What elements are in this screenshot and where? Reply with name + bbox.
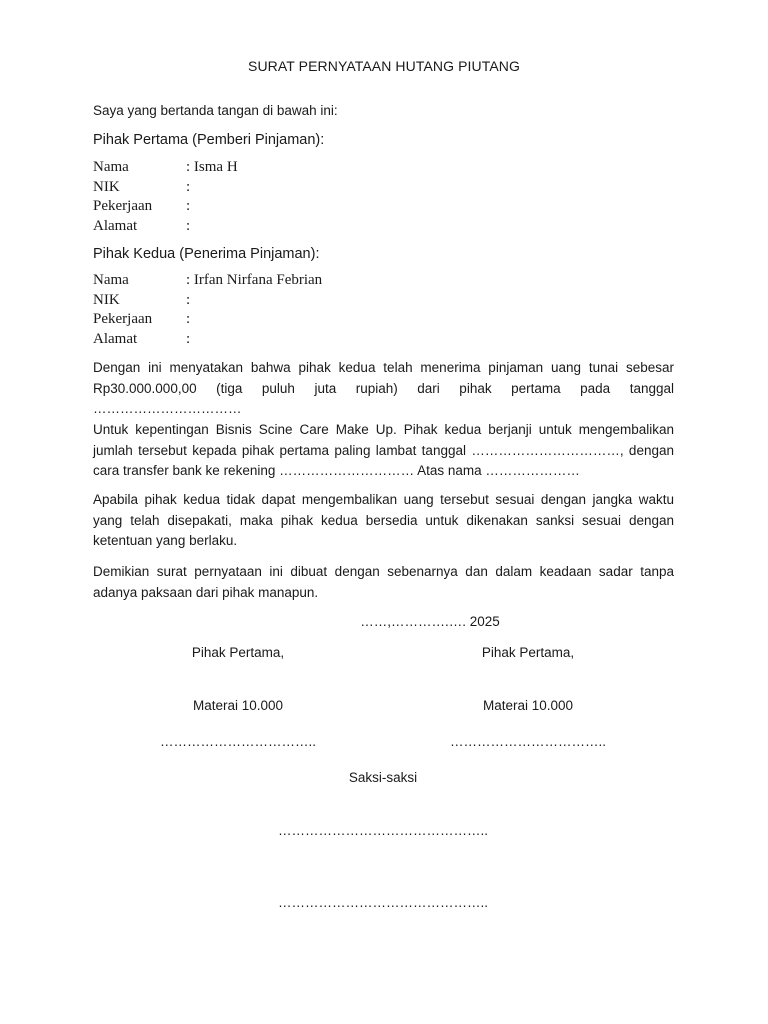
field-value: :	[186, 291, 191, 308]
field-value: :	[186, 330, 191, 347]
intro-text: Saya yang bertanda tangan di bawah ini:	[93, 103, 338, 118]
party-one-name-row	[93, 158, 238, 178]
field-label: Alamat	[93, 217, 138, 234]
field-value: : Irfan Nirfana Febrian	[186, 272, 323, 288]
field-label: NIK	[93, 291, 120, 308]
field-label: Nama	[93, 159, 129, 175]
party-two-nik-row	[93, 291, 322, 311]
party-two-job-row	[93, 310, 322, 330]
party-two-heading: Pihak Kedua (Penerima Pinjaman):	[93, 246, 320, 262]
field-label: Alamat	[93, 330, 138, 347]
right-signatory-role: Pihak Pertama,	[481, 645, 575, 660]
field-label: Pekerjaan	[93, 311, 153, 327]
field-value: :	[186, 311, 191, 327]
field-value: :	[186, 198, 191, 214]
field-value: : Isma H	[186, 159, 238, 175]
left-signatory-role: Pihak Pertama,	[191, 645, 285, 660]
field-label: Nama	[93, 272, 129, 288]
witness-signature-line: ………………………………………..	[277, 895, 488, 910]
witness-signature-line: ………………………………………..	[277, 823, 488, 838]
party-one-address-row	[93, 217, 238, 237]
party-one-fields	[93, 158, 238, 236]
left-stamp-label: Materai 10.000	[192, 698, 284, 713]
party-two-address-row	[93, 330, 322, 350]
right-stamp-label: Materai 10.000	[482, 698, 574, 713]
right-signature-line: ……………………………..	[449, 734, 606, 749]
party-two-name-row	[93, 271, 322, 291]
sanction-paragraph: Apabila pihak kedua tidak dapat mengembalikan uang tersebut sesuai dengan jangka waktu yang telah disepakati, maka pihak kedua bersedia untuk dikenakan sanksi sesuai dengan ketentuan yang berlaku.	[93, 492, 674, 548]
field-value: :	[186, 217, 191, 234]
party-one-job-row	[93, 197, 238, 217]
field-label: Pekerjaan	[93, 198, 153, 214]
witnesses-heading: Saksi-saksi	[348, 770, 418, 785]
repayment-paragraph: Untuk kepentingan Bisnis Scine Care Make Up. Pihak kedua berjanji untuk mengembalikan jumlah tersebut kepada pihak pertama paling lambat tanggal ……………………………, dengan cara transfer bank ke rekening ………………………… Atas nama …………………	[93, 422, 674, 478]
field-label: NIK	[93, 178, 120, 195]
party-one-heading: Pihak Pertama (Pemberi Pinjaman):	[93, 132, 325, 148]
party-two-fields	[93, 271, 322, 349]
field-value: :	[186, 178, 191, 195]
party-one-nik-row	[93, 178, 238, 198]
left-signature-line: ……………………………..	[159, 734, 316, 749]
closing-paragraph: Demikian surat pernyataan ini dibuat dengan sebenarnya dan dalam keadaan sadar tanpa adanya paksaan dari pihak manapun.	[93, 564, 674, 600]
date-line: ……,………….…. 2025	[360, 614, 500, 629]
document-title: SURAT PERNYATAAN HUTANG PIUTANG	[248, 58, 520, 74]
loan-statement-paragraph: Dengan ini menyatakan bahwa pihak kedua telah menerima pinjaman uang tunai sebesar Rp30.000.000,00 (tiga puluh juta rupiah) dari pihak pertama pada tanggal ……………………………	[93, 360, 674, 416]
